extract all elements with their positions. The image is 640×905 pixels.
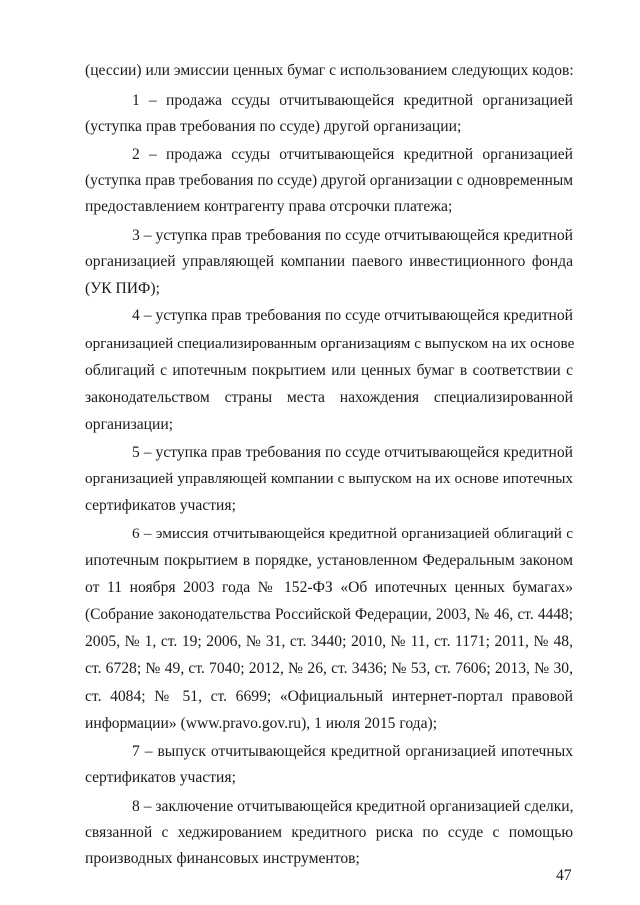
text-line: 1 – продажа ссуды отчитывающейся кредитной организацией [132,92,573,109]
text-line: организацией специализированным организациям с выпуском на их основе [85,335,575,352]
text-line: 8 – заключение отчитывающейся кредитной организацией сделки, [132,798,574,815]
text-line: (цессии) или эмиссии ценных бумаг с использованием следующих кодов: [85,62,574,79]
text-line: связанной с хеджированием кредитного риска по ссуде с помощью [85,824,573,841]
text-line: 2005, № 1, ст. 19; 2006, № 31, ст. 3440; 2010, № 11, ст. 1171; 2011, № 48, [85,633,573,650]
text-line: 4 – уступка прав требования по ссуде отчитывающейся кредитной [132,307,573,324]
text-line: сертификатов участия; [85,497,236,514]
text-line: 5 – уступка прав требования по ссуде отчитывающейся кредитной [132,444,573,461]
page-number: 47 [556,867,572,884]
text-line: от 11 ноября 2003 года № 152-ФЗ «Об ипотечных ценных бумагах» [85,579,573,596]
text-line: информации» (www.pravo.gov.ru), 1 июля 2015 года); [85,715,438,732]
text-line: предоставлением контрагенту права отсрочки платежа; [85,198,453,215]
text-line: (уступка прав требования по ссуде) другой организации с одновременным [85,172,573,189]
text-line: ст. 6728; № 49, ст. 7040; 2012, № 26, ст. 3436; № 53, ст. 7606; 2013, № 30, [85,660,573,677]
text-line: производных финансовых инструментов; [85,850,360,867]
text-line: ипотечным покрытием в порядке, установленном Федеральным законом [85,552,573,569]
text-line: облигаций с ипотечным покрытием или ценных бумаг в соответствии с [85,362,573,379]
text-line: законодательством страны места нахождения специализированной [85,389,573,406]
text-line: организацией управляющей компании паевого инвестиционного фонда [85,253,573,270]
text-line: 7 – выпуск отчитывающейся кредитной организацией ипотечных [132,743,573,760]
text-line: сертификатов участия; [85,769,236,786]
text-line: (УК ПИФ); [85,280,160,297]
text-line: (Собрание законодательства Российской Федерации, 2003, № 46, ст. 4448; [85,606,573,623]
text-line: 3 – уступка прав требования по ссуде отчитывающейся кредитной [132,227,573,244]
text-line: 6 – эмиссия отчитывающейся кредитной организацией облигаций с [132,525,573,542]
text-line: ст. 4084; № 51, ст. 6699; «Официальный интернет-портал правовой [85,688,573,705]
text-line: (уступка прав требования по ссуде) другой организации; [85,118,462,135]
text-line: организации; [85,416,174,433]
text-line: 2 – продажа ссуды отчитывающейся кредитной организацией [132,146,573,163]
text-line: организацией управляющей компании с выпуском на их основе ипотечных [85,470,573,487]
